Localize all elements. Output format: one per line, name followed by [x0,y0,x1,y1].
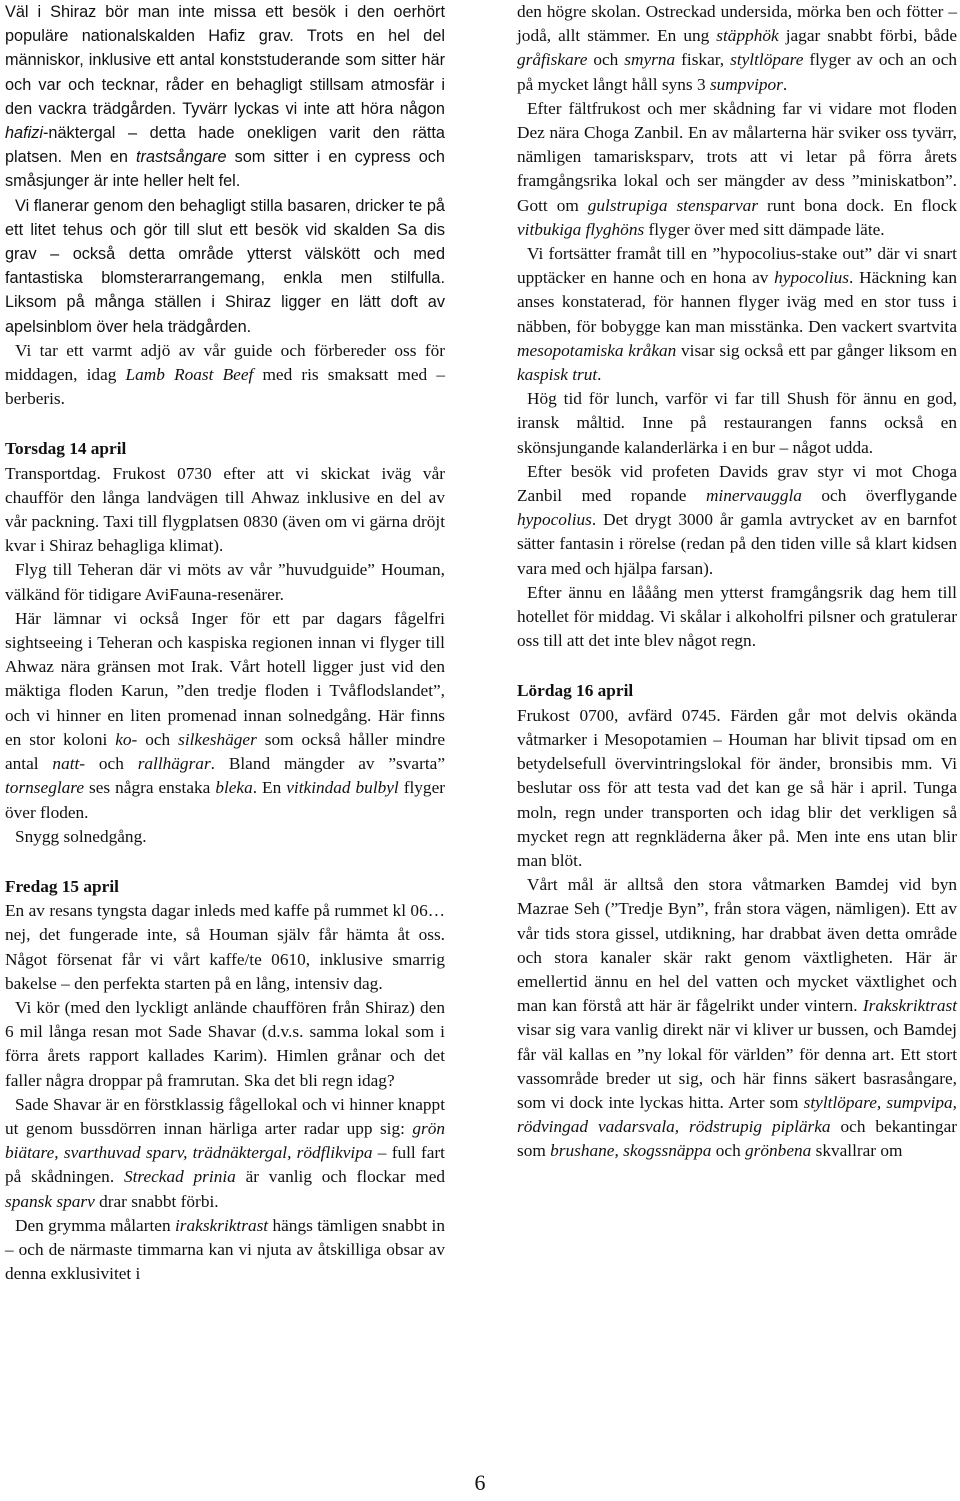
left-column [5,0,445,1286]
paragraph: Väl i Shiraz bör man inte missa ett besök i den oerhört populäre nationalskalden Hafiz grav. Trots en hel del människor, inklusive ett antal konststuderande som sitter här och var och tecknar, råder en behagligt stillsam atmosfär i den vackra trädgården. Tyvärr lyckas vi inte att höra någon hafizi-näktergal – detta hade onekligen varit den rätta platsen. Men en trastsångare som sitter i en cypress och småsjunger är inte heller helt fel. [5,3,445,191]
paragraph: Sade Shavar är en förstklassig fågellokal och vi hinner knappt ut genom bussdörren innan härliga arter radar upp sig: grön biätare, svarthuvad sparv, trädnäktergal, rödflikvipa – full fart på skådningen. Streckad prinia är vanlig och flockar med spansk sparv drar snabbt förbi. [5,1094,446,1211]
paragraph: Efter fältfrukost och mer skådning far vi vidare mot floden Dez nära Choga Zanbil. En av målarterna här sviker oss tyvärr, nämligen tamarisksparv, trots att vi letar på förra årets framgångsrika lokal och ser mängder av dess ”miniskatbon”. Gott om gulstrupiga stensparvar runt bona dock. En flock vitbukiga flyghöns flyger över med sitt dämpade läte. [517,98,958,239]
paragraph: Vi tar ett varmt adjö av vår guide och förbereder oss för middagen, idag Lamb Roast Beef med ris smaksatt med – berberis. [5,340,445,409]
paragraph: Flyg till Teheran där vi möts av vår ”huvudguide” Houman, välkänd för tidigare AviFauna-resenärer. [5,560,445,604]
day-heading: Lördag 16 april [517,681,634,701]
paragraph: Vårt mål är alltså den stora våtmarken Bamdej vid byn Mazrae Seh (”Tredje Byn”, från stora vägen, nämligen). Ett av vår tids stora gissel, utdikning, har drabbat även detta område och stora kanaler skär rakt genom växtligheten. Här är emellertid ännu en hel del vatten och mycket växtlighet och man kan förstå att här är fågelrikt under vintern. Irakskriktrast visar sig vara vanlig direkt när vi kliver ur bussen, och Bamdej får väl kallas en ”ny lokal för världen” för denna art. Ett stort vassområde breder ut sig, och här finns säkert basrasångare, som vi dock inte lyckas hitta. Arter som styltlöpare, sumpvipa, rödvingad vadarsvala, rödstrupig piplärka och bekantingar som brushane, skogssnäppa och grönbena skvallrar om [517,875,957,1161]
paragraph: den högre skolan. Ostreckad undersida, mörka ben och fötter – jodå, allt stämmer. En ung stäpphök jagar snabbt förbi, både gråfiskare och smyrna fiskar, styltlöpare flyger av och an och på mycket långt håll syns 3 sumpvipor. [517,2,958,94]
paragraph: Frukost 0700, avfärd 0745. Färden går mot delvis okända våtmarker i Mesopotamien – Houman har blivit tipsad om en betydelsefull övervintringslokal för änder, bronsibis mm. Vi beslutar oss för att testa vad det kan ge så här i april. Tunga moln, regn under transporten och idag blir det verkligen så mycket regn att regnkläderna åker på. Men inte ens utan blir man blöt. [517,705,957,870]
day-heading: Torsdag 14 april [5,439,127,459]
right-column [517,0,957,1164]
paragraph: Vi flanerar genom den behagligt stilla basaren, dricker te på ett litet tehus och gör till slut ett besök vid skalden Sa dis grav – också detta område ytterst välskött och med fantastiska blomsterarrangemang, enkla men stilfulla. Liksom på många ställen i Shiraz ligger en lätt doft av apelsinblom över hela trädgården. [5,196,445,336]
paragraph: Snygg solnedgång. [15,826,147,846]
paragraph: Vi fortsätter framåt till en ”hypocolius-stake out” där vi snart upptäcker en hanne och en hona av hypocolius. Häckning kan anses konstaterad, för hannen flyger iväg med en stor tuss i näbben, för bobygge kan man misstänka. Den vackert svartvita mesopotamiska kråkan visar sig också ett par gånger liksom en kaspisk trut. [517,244,957,385]
paragraph: Den grymma målarten irakskriktrast hängs tämligen snabbt in – och de närmaste timmarna kan vi njuta av åtskilliga obsar av denna exklusivitet i [5,1215,445,1284]
day-heading: Fredag 15 april [5,876,119,896]
paragraph: Hög tid för lunch, varför vi far till Shush för ännu en god, iransk måltid. Inne på restaurangen fanns också en skönsjungande kalanderlärka i en bur – något udda. [517,389,957,457]
page-number: 6 [474,1470,486,1495]
paragraph: Vi kör (med den lyckligt anlände chauffören från Shiraz) den 6 mil långa resan mot Sade Shavar (d.v.s. samma lokal som i förra årets rapport kallades Karim). Himlen grånar och det faller några droppar på framrutan. Ska det bli regn idag? [5,997,445,1090]
paragraph: Här lämnar vi också Inger för ett par dagars fågelfri sightseeing i Teheran och kaspiska regionen innan vi flyger till Ahwaz nära gränsen mot Irak. Vårt hotell ligger just vid den mäktiga floden Karun, ”den tredje floden i Tvåflodslandet”, och vi hinner en liten promenad innan solnedgång. Här finns en stor koloni ko- och silkeshäger som också håller mindre antal natt- och rallhägrar. Bland mängder av ”svarta” tornseglare ses några enstaka bleka. En vitkindad bulbyl flyger över floden. [5,608,446,822]
paragraph: Efter ännu en lååång men ytterst framgångsrik dag hem till hotellet för middag. Vi skålar i alkoholfri pilsner och gratulerar oss till att det inte blev något regn. [517,582,957,651]
paragraph: Transportdag. Frukost 0730 efter att vi skickat iväg vår chaufför den långa landvägen till Ahwaz inklusive en del av vår packning. Taxi till flygplatsen 0830 (även om vi gärna dröjt kvar i Shiraz behagliga klimat). [5,463,445,556]
paragraph: Efter besök vid profeten Davids grav styr vi mot Choga Zanbil med ropande minervauggla och överflygande hypocolius. Det drygt 3000 år gamla avtrycket av en barnfot sätter fantasin i rörelse (redan på den tiden ville så klart kidsen vara med och hjälpa farsan). [517,461,957,578]
paragraph: En av resans tyngsta dagar inleds med kaffe på rummet kl 06… nej, det fungerade inte, så Houman själv får hämta åt oss. Något försenat får vi vårt kaffe/te 0610, inklusive smarrig bakelse – den perfekta starten på en lång, intensiv dag. [5,901,445,993]
